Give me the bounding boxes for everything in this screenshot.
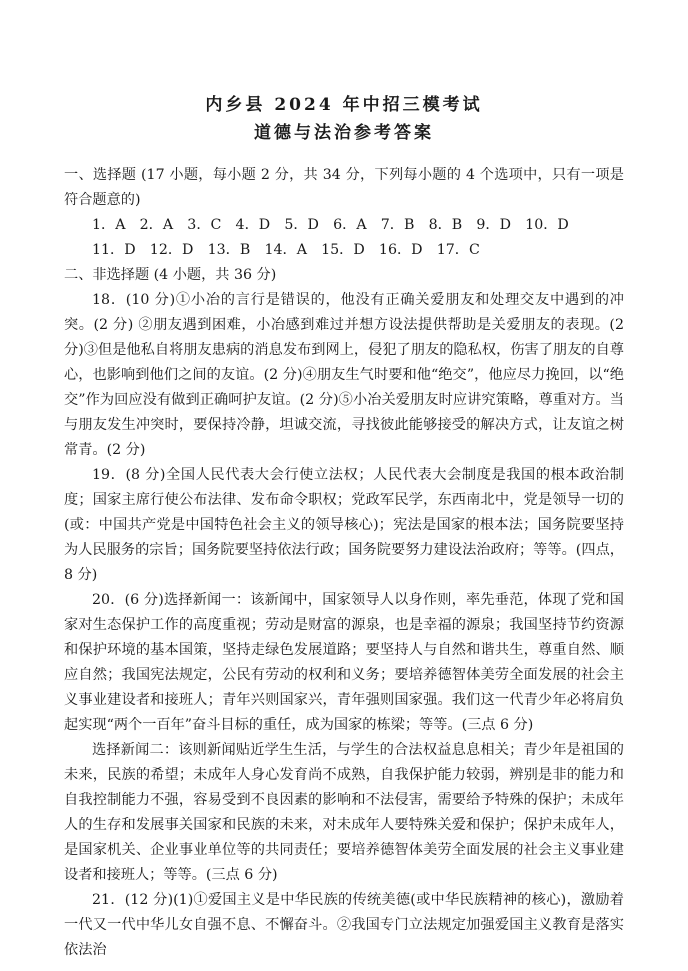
section1-heading: 一、选择题 (17 小题，每小题 2 分，共 34 分，下列每小题的 4 个选项中，只有一项是符合题意的) — [64, 167, 624, 208]
document-subtitle: 道德与法治参考答案 — [254, 123, 434, 143]
section2-heading: 二、非选择题 (4 小题，共 36 分) — [64, 267, 277, 283]
question-20-option-1-answer: 20．(6 分)选择新闻一：该新闻中，国家领导人以身作则，率先垂范，体现了党和国家对生态保护工作的高度重视；劳动是财富的源泉，也是幸福的源泉；我国坚持节约资源和保护环境的基本国策，坚持走绿色发展道路；要坚持人与自然和谐共生，尊重自然、顺应自然；我国宪法规定，公民有劳动的权利和义务；要培养德智体美劳全面发展的社会主义事业建设者和接班人；青年兴则国家兴，青年强则国家强。我们这一代青少年必将肩负起实现“两个一百年”奋斗目标的重任，成为国家的栋梁；等等。(三点 6 分) — [64, 592, 624, 733]
question-21-answer: 21．(12 分)(1)①爱国主义是中华民族的传统美德(或中华民族精神的核心)，激励着一代又一代中华儿女自强不息、不懈奋斗。②我国专门立法规定加强爱国主义教育是落实依法治 — [64, 892, 624, 958]
question-20-option-2-answer: 选择新闻二：该则新闻贴近学生生活，与学生的合法权益息息相关；青少年是祖国的未来，民族的希望；未成年人身心发育尚不成熟，自我保护能力较弱，辨别是非的能力和自我控制能力不强，容易受到不良因素的影响和不法侵害，需要给予特殊的保护；未成年人的生存和发展事关国家和民族的未来，对未成年人要特殊关爱和保护；保护未成年人，是国家机关、企业事业单位等的共同责任；要培养德智体美劳全面发展的社会主义事业建设者和接班人；等等。(三点 6 分) — [64, 742, 624, 883]
document-title: 内乡县 2024 年中招三模考试 — [205, 95, 483, 115]
document-body — [64, 163, 624, 963]
question-19-answer: 19．(8 分)全国人民代表大会行使立法权；人民代表大会制度是我国的根本政治制度；国家主席行使公布法律、发布命令职权；党政军民学，东西南北中，党是领导一切的(或：中国共产党是中国特色社会主义的领导核心)；宪法是国家的根本法；国务院要坚持为人民服务的宗旨；国务院要坚持依法行政；国务院要努力建设法治政府；等等。(四点，8 分) — [64, 467, 624, 583]
answers-row-2: 11．D 12．D 13．B 14．A 15．D 16．D 17．C — [92, 242, 480, 258]
question-18-answer: 18．(10 分)①小冶的言行是错误的，他没有正确关爱朋友和处理交友中遇到的冲突。(2 分) ②朋友遇到困难，小冶感到难过并想方设法提供帮助是关爱朋友的表现。(2 分)③但是他私自将朋友患病的消息发布到网上，侵犯了朋友的隐私权，伤害了朋友的自尊心，也影响到他们之间的友谊。(2 分)④朋友生气时要和他“绝交”，他应尽力挽回，以“绝交”作为回应没有做到正确呵护友谊。(2 分)⑤小冶关爱朋友时应讲究策略，尊重对方。当与朋友发生冲突时，要保持冷静，坦诚交流，寻找彼此能够接受的解决方式，让友谊之树常青。(2 分) — [64, 292, 624, 458]
answers-row-1: 1．A 2．A 3．C 4．D 5．D 6．A 7．B 8．B 9．D 10．D — [92, 217, 569, 233]
